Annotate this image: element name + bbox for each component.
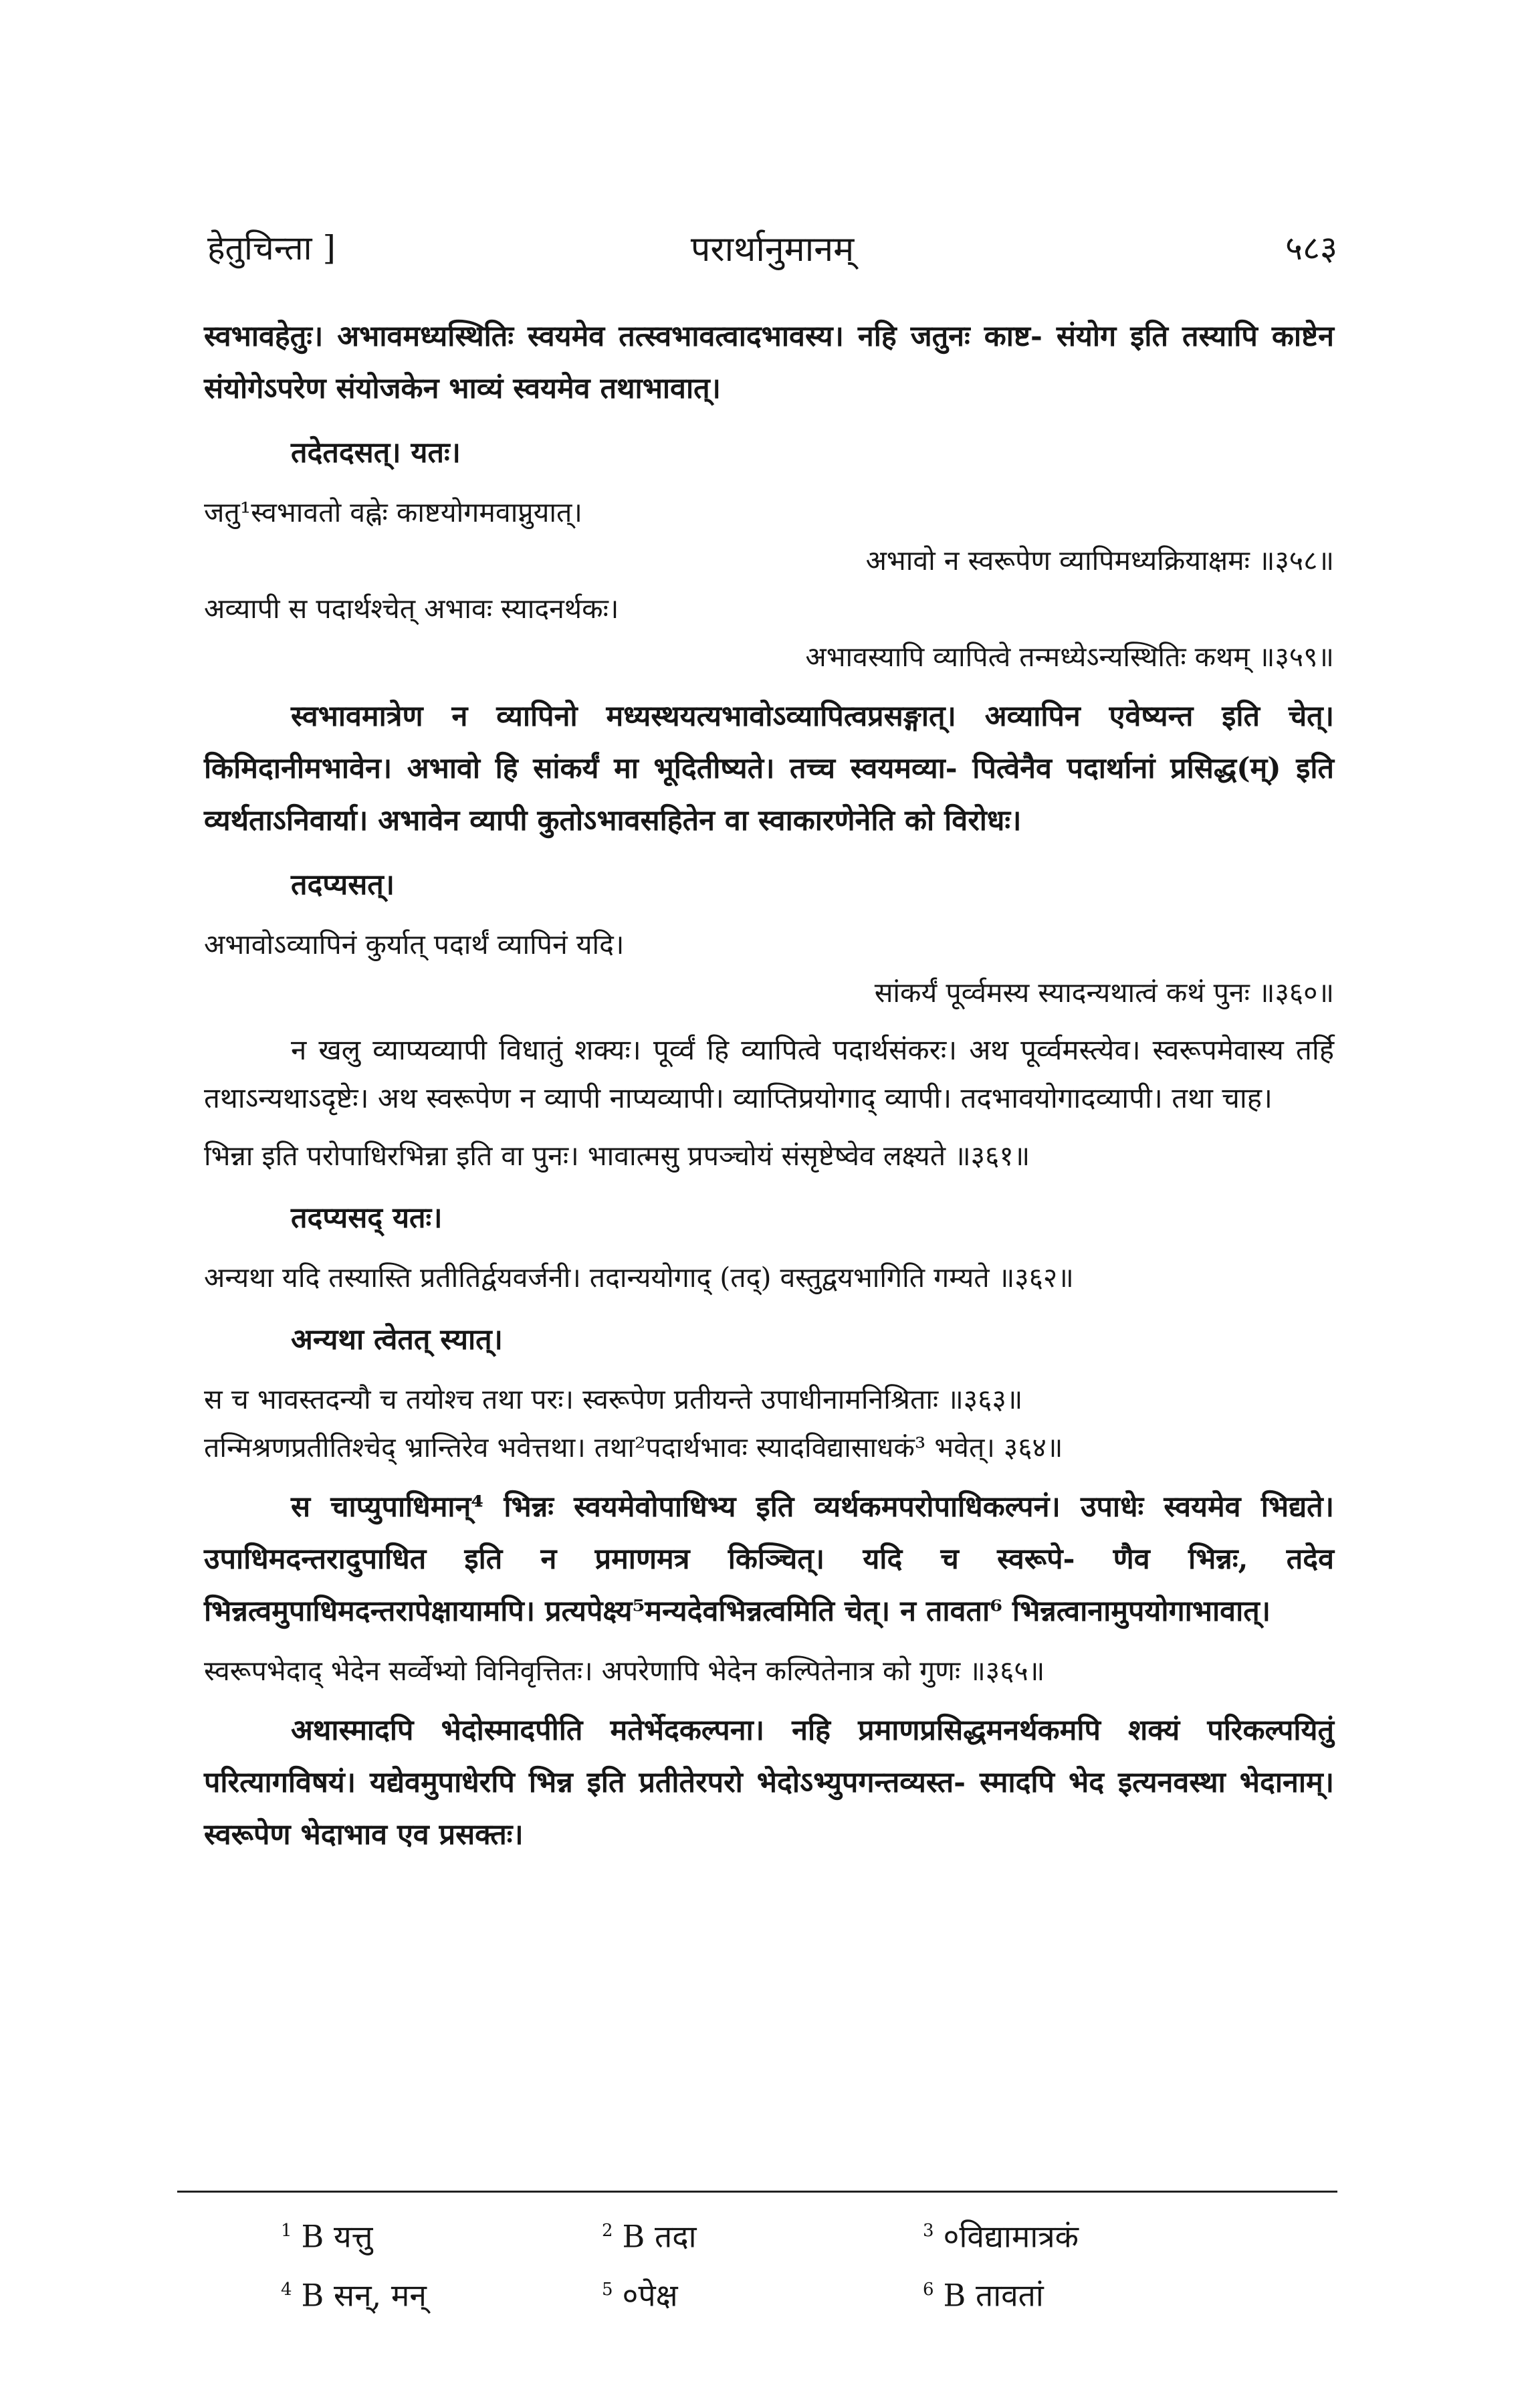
lead-line: तदप्यसत्। bbox=[291, 868, 395, 902]
main-text bbox=[204, 301, 1334, 1861]
footnote-separator bbox=[177, 2191, 1337, 2193]
verse-line: जतु¹स्वभावतो वह्नेः काष्टयोगमवाप्नुयात्। bbox=[204, 496, 582, 528]
footnote-number: 4 bbox=[281, 2280, 292, 2300]
footnote bbox=[281, 2263, 602, 2322]
paragraph: स्वभावमात्रेण न व्यापिनो मध्यस्थयत्यभावोऽव्यापित्वप्रसङ्गात्। अव्यापिन एवेष्यन्त इति चेत्। किमिदानीमभावेन। अभावो हि सांकर्यं मा भूदितीष्यते। तच्च स्वयमव्या- पित्वेनैव पदार्थानां प्रसिद्ध(म्) इति व्यर्थताऽनिवार्या। अभावेन व्यापी कुतोऽभावसहितेन वा स्वाकारणेनेति को विरोधः। bbox=[204, 700, 1334, 837]
verse-line: अभावस्यापि व्यापित्वे तन्मध्येऽन्यस्थितिः कथम् ॥३५९॥ bbox=[805, 641, 1334, 673]
verse-block bbox=[204, 1375, 1334, 1472]
verse-line: अव्यापी स पदार्थश्चेत् अभावः स्यादनर्थकः। bbox=[204, 593, 619, 625]
footnote-number: 2 bbox=[602, 2221, 613, 2241]
verse-line: स्वरूपभेदाद् भेदेन सर्व्वेभ्यो विनिवृत्तितः। अपरेणापि भेदेन कल्पितेनात्र को गुणः ॥३६५॥ bbox=[204, 1655, 1045, 1687]
footnote-number: 5 bbox=[602, 2280, 613, 2300]
verse-block bbox=[204, 920, 1334, 1017]
paragraph: अथास्मादपि भेदोस्मादपीति मतेर्भेदकल्पना। नहि प्रमाणप्रसिद्धमनर्थकमपि शक्यं परिकल्पयितुं परित्यागविषयं। यद्येवमुपाधेरपि भिन्न इति प्रतीतेरपरो भेदोऽभ्युपगन्तव्यस्त- स्मादपि भेद इत्यनवस्था भेदानाम्। स्वरूपेण भेदाभाव एव प्रसक्तः। bbox=[204, 1714, 1334, 1851]
footnote-text: ०पेक्ष bbox=[622, 2277, 678, 2314]
verse-block bbox=[204, 1132, 1334, 1180]
paragraph: स्वभावहेतुः। अभावमध्यस्थितिः स्वयमेव तत्स्वभावत्वादभावस्य। नहि जतुनः काष्ट- संयोग इति तस्यापि काष्टेन संयोगेऽपरेण संयोजकेन भाव्यं स्वयमेव तथाभावात्। bbox=[204, 320, 1334, 405]
lead-line: तदप्यसद् यतः। bbox=[291, 1201, 443, 1235]
verse-line: अभावोऽव्यापिनं कुर्यात् पदार्थं व्यापिनं यदि। bbox=[204, 928, 625, 961]
lead-line: अन्यथा त्वेतत् स्यात्। bbox=[291, 1323, 503, 1357]
footnotes bbox=[281, 2204, 1250, 2322]
verse-line: अन्यथा यदि तस्यास्ति प्रतीतिर्द्वयवर्जनी। तदान्ययोगाद् (तद्) वस्तुद्वयभागिति गम्यते ॥३६२॥ bbox=[204, 1262, 1074, 1294]
footnote-text: B तदा bbox=[622, 2218, 697, 2255]
verse-block bbox=[204, 1253, 1334, 1302]
footnote-text: B यत्तु bbox=[301, 2218, 373, 2255]
verse-line: अभावो न स्वरूपेण व्यापिमध्यक्रियाक्षमः ॥३५८॥ bbox=[865, 544, 1334, 577]
footnote bbox=[602, 2204, 923, 2263]
footnote-text: ०विद्यामात्रकं bbox=[943, 2218, 1079, 2255]
verse-block bbox=[204, 488, 1334, 681]
footnote bbox=[923, 2263, 1244, 2322]
footnote bbox=[602, 2263, 923, 2322]
lead-line: तदेतदसत्। यतः। bbox=[291, 436, 461, 470]
footnote-number: 3 bbox=[923, 2221, 934, 2241]
footnote bbox=[923, 2204, 1244, 2263]
verse-line: तन्मिश्रणप्रतीतिश्चेद् भ्रान्तिरेव भवेत्तथा। तथा²पदार्थभावः स्यादविद्यासाधकं³ भवेत्। ३६४॥ bbox=[204, 1431, 1063, 1464]
footnote-number: 1 bbox=[281, 2221, 292, 2241]
verse-block bbox=[204, 1647, 1334, 1695]
page-number: ५८३ bbox=[1285, 229, 1337, 268]
section-title: परार्थानुमानम् bbox=[690, 229, 855, 270]
running-header bbox=[207, 224, 1337, 278]
footnote-text: B तावतां bbox=[943, 2277, 1044, 2314]
verse-line: सांकर्यं पूर्व्वमस्य स्यादन्यथात्वं कथं पुनः ॥३६०॥ bbox=[874, 977, 1334, 1009]
verse-line: स च भावस्तदन्यौ च तयोश्च तथा परः। स्वरूपेण प्रतीयन्ते उपाधीनामनिश्रिताः ॥३६३॥ bbox=[204, 1383, 1023, 1415]
footnote-text: B सन्, मन् bbox=[301, 2277, 427, 2314]
verse-line: भिन्ना इति परोपाधिरभिन्ना इति वा पुनः। भावात्मसु प्रपञ्चोयं संसृष्टेष्वेव लक्ष्यते ॥३६१॥ bbox=[204, 1140, 1030, 1172]
paragraph: न खलु व्याप्यव्यापी विधातुं शक्यः। पूर्व्वं हि व्यापित्वे पदार्थसंकरः। अथ पूर्व्वमस्त्येव। स्वरूपमेवास्य तर्हि तथाऽन्यथाऽदृष्टेः। अथ स्वरूपेण न व्यापी नाप्यव्यापी। व्याप्तिप्रयोगाद् व्यापी। तदभावयोगादव्यापी। तथा चाह। bbox=[204, 1033, 1334, 1114]
chapter-title: हेतुचिन्ता ] bbox=[207, 229, 336, 268]
footnote bbox=[281, 2204, 602, 2263]
paragraph: स चाप्युपाधिमान्⁴ भिन्नः स्वयमेवोपाधिभ्य इति व्यर्थकमपरोपाधिकल्पनं। उपाधेः स्वयमेव भिद्यते। उपाधिमदन्तरादुपाधित इति न प्रमाणमत्र किञ्चित्। यदि च स्वरूपे- णैव भिन्नः, तदेव भिन्नत्वमुपाधिमदन्तरापेक्षायामपि। प्रत्यपेक्ष्य⁵मन्यदेवभिन्नत्वमिति चेत्। न तावता⁶ भिन्नत्वानामुपयोगाभावात्। bbox=[204, 1490, 1334, 1628]
footnote-number: 6 bbox=[923, 2280, 934, 2300]
footnote-row bbox=[281, 2204, 1250, 2263]
footnote-row bbox=[281, 2263, 1250, 2322]
